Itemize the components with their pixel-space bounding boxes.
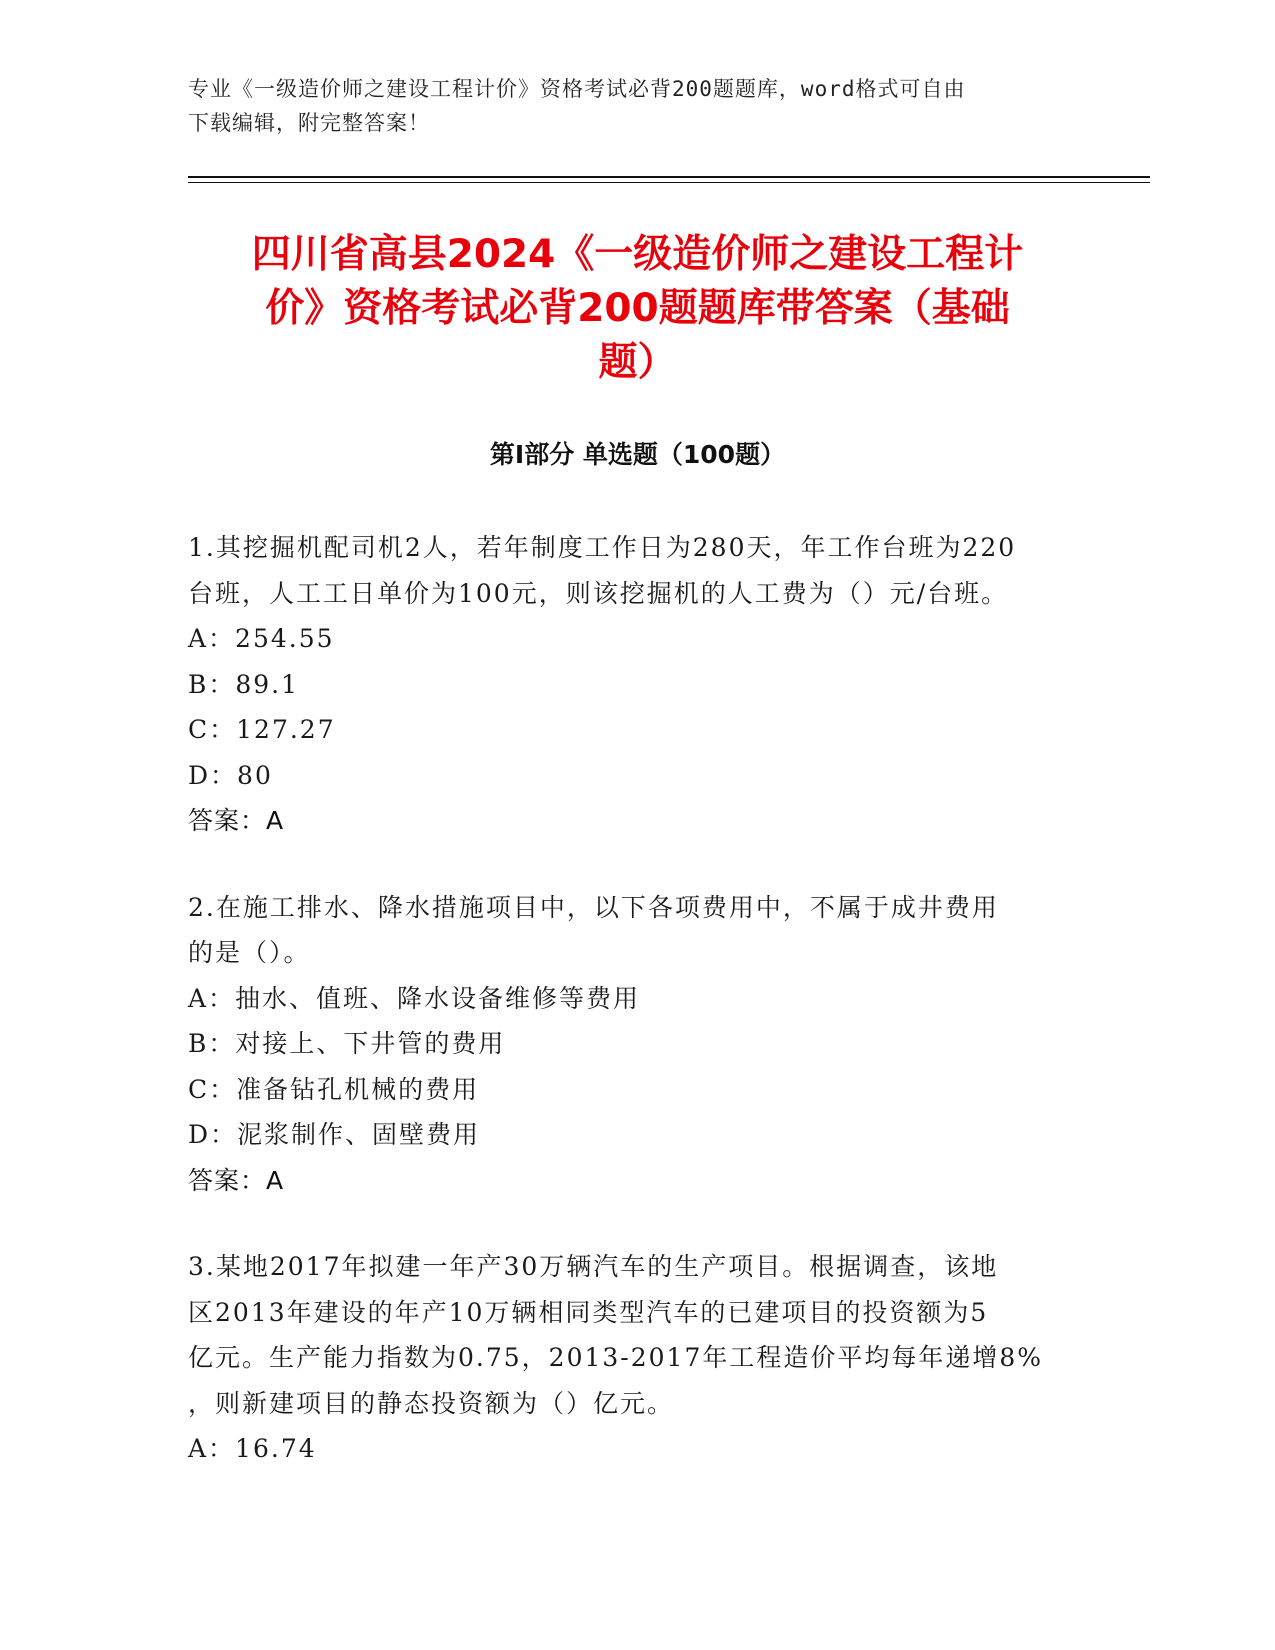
question-stem-line: 1.其挖掘机配司机2人，若年制度工作日为280天，年工作台班为220	[188, 533, 1017, 562]
title-line: 价》资格考试必背200题题库带答案（基础	[265, 286, 1010, 331]
question-stem-line: ，则新建项目的静态投资额为（）亿元。	[188, 1388, 675, 1418]
question-option: D：80	[188, 760, 273, 790]
question-option: A：抽水、值班、降水设备维修等费用	[188, 983, 641, 1013]
question-stem-line: 区2013年建设的年产10万辆相同类型汽车的已建项目的投资额为5	[188, 1297, 989, 1327]
question-answer: 答案：A	[188, 806, 285, 835]
question-option: C：127.27	[188, 715, 336, 744]
question-stem	[188, 885, 1088, 976]
question-answer: 答案：A	[188, 1165, 285, 1195]
header-divider-thick	[188, 176, 1150, 178]
header-divider-thin	[188, 182, 1150, 183]
question-stem-line: 台班，人工工日单价为100元，则该挖掘机的人工费为（）元/台班。	[188, 578, 1009, 608]
title-line: 四川省高县2024《一级造价师之建设工程计	[251, 232, 1024, 277]
question-option: D：泥浆制作、固壁费用	[188, 1120, 481, 1149]
question-stem-line: 2.在施工排水、降水措施项目中，以下各项费用中，不属于成井费用	[188, 892, 999, 922]
question-stem-line: 亿元。生产能力指数为0.75，2013-2017年工程造价平均每年递增8%	[188, 1343, 1044, 1372]
title-line: 题）	[598, 340, 677, 385]
question-item	[188, 885, 1088, 1204]
header-note	[188, 72, 1088, 140]
question-stem-line: 3.某地2017年拟建一年产30万辆汽车的生产项目。根据调查，该地	[188, 1252, 999, 1281]
question-option: B：对接上、下井管的费用	[188, 1029, 506, 1058]
question-option: A：254.55	[188, 624, 335, 653]
question-option: B：89.1	[188, 669, 300, 699]
question-stem	[188, 525, 1088, 616]
header-note-line: 下载编辑，附完整答案！	[188, 111, 430, 135]
question-item	[188, 525, 1088, 844]
question-item	[188, 1244, 1088, 1472]
question-stem-line: 的是（）。	[188, 938, 311, 967]
document-title	[150, 228, 1125, 390]
question-option: C：准备钻孔机械的费用	[188, 1074, 480, 1104]
question-list	[188, 525, 1088, 1513]
header-note-line: 专业《一级造价师之建设工程计价》资格考试必背200题题库，word格式可自由	[188, 77, 966, 101]
question-option: A：16.74	[188, 1434, 317, 1463]
question-stem	[188, 1244, 1088, 1426]
section-heading: 第I部分 单选题（100题）	[489, 440, 786, 469]
